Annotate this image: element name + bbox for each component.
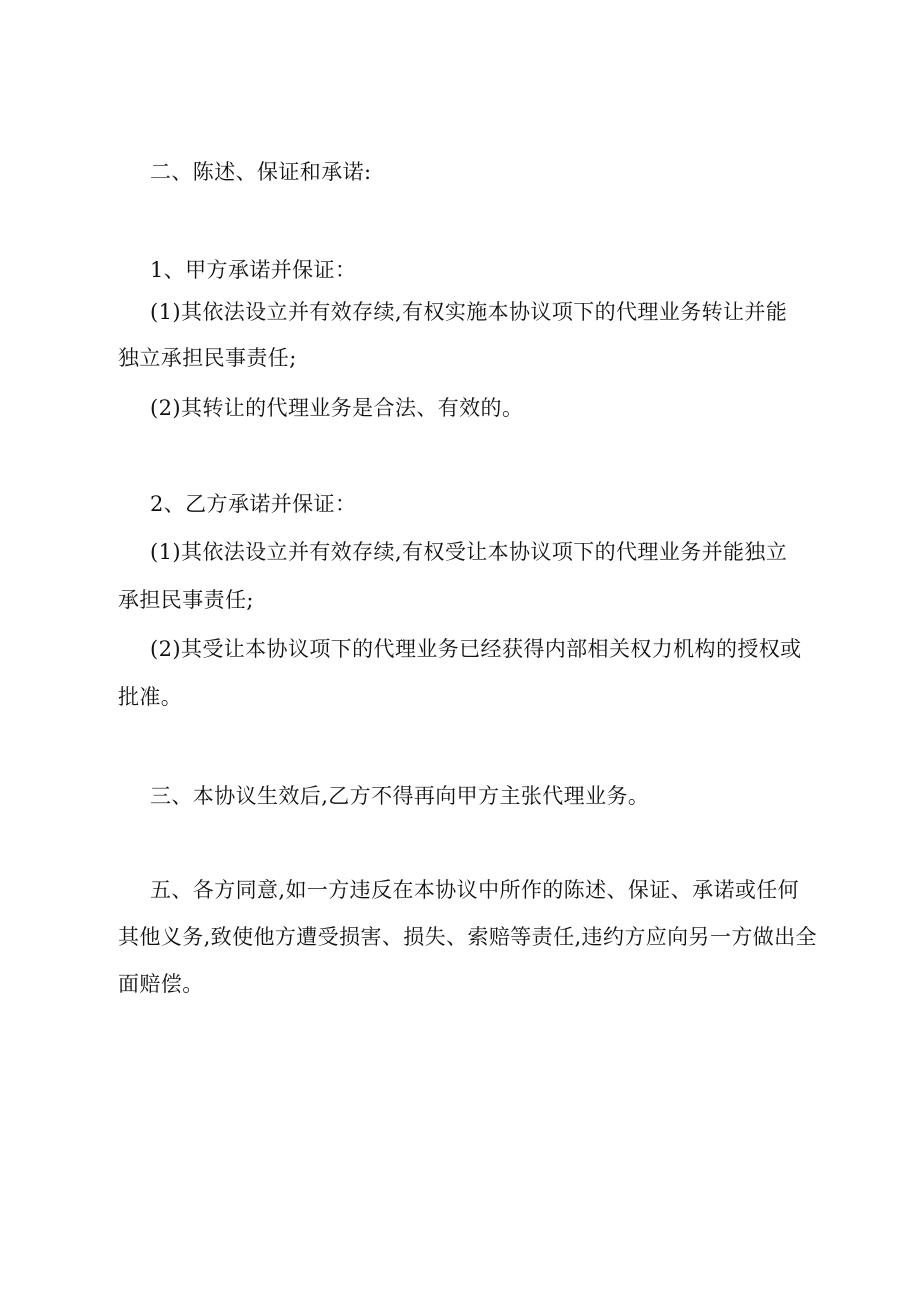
- party-a-item-2: (2)其转让的代理业务是合法、有效的。: [150, 396, 524, 420]
- section-5-line-3: 面赔偿。: [118, 972, 204, 996]
- section-2-heading: 二、陈述、保证和承诺:: [150, 160, 372, 184]
- party-a-heading: 1、甲方承诺并保证：: [150, 258, 357, 282]
- section-5-line-2: 其他义务,致使他方遭受损害、损失、索赔等责任,违约方应向另一方做出全: [118, 925, 817, 949]
- section-3: 三、本协议生效后,乙方不得再向甲方主张代理业务。: [150, 784, 650, 808]
- section-5-line-1: 五、各方同意,如一方违反在本协议中所作的陈述、保证、承诺或任何: [150, 878, 800, 902]
- party-b-item-1-line-2: 承担民事责任;: [118, 588, 254, 612]
- party-a-item-1-line-1: (1)其依法设立并有效存续,有权实施本协议项下的代理业务转让并能: [150, 300, 788, 324]
- party-b-item-1-line-1: (1)其依法设立并有效存续,有权受让本协议项下的代理业务并能独立: [150, 540, 788, 564]
- party-b-item-2-line-2: 批准。: [118, 685, 183, 709]
- party-a-item-1-line-2: 独立承担民事责任;: [118, 346, 297, 370]
- party-b-item-2-line-1: (2)其受让本协议项下的代理业务已经获得内部相关权力机构的授权或: [150, 637, 802, 661]
- party-b-heading: 2、乙方承诺并保证：: [150, 492, 357, 516]
